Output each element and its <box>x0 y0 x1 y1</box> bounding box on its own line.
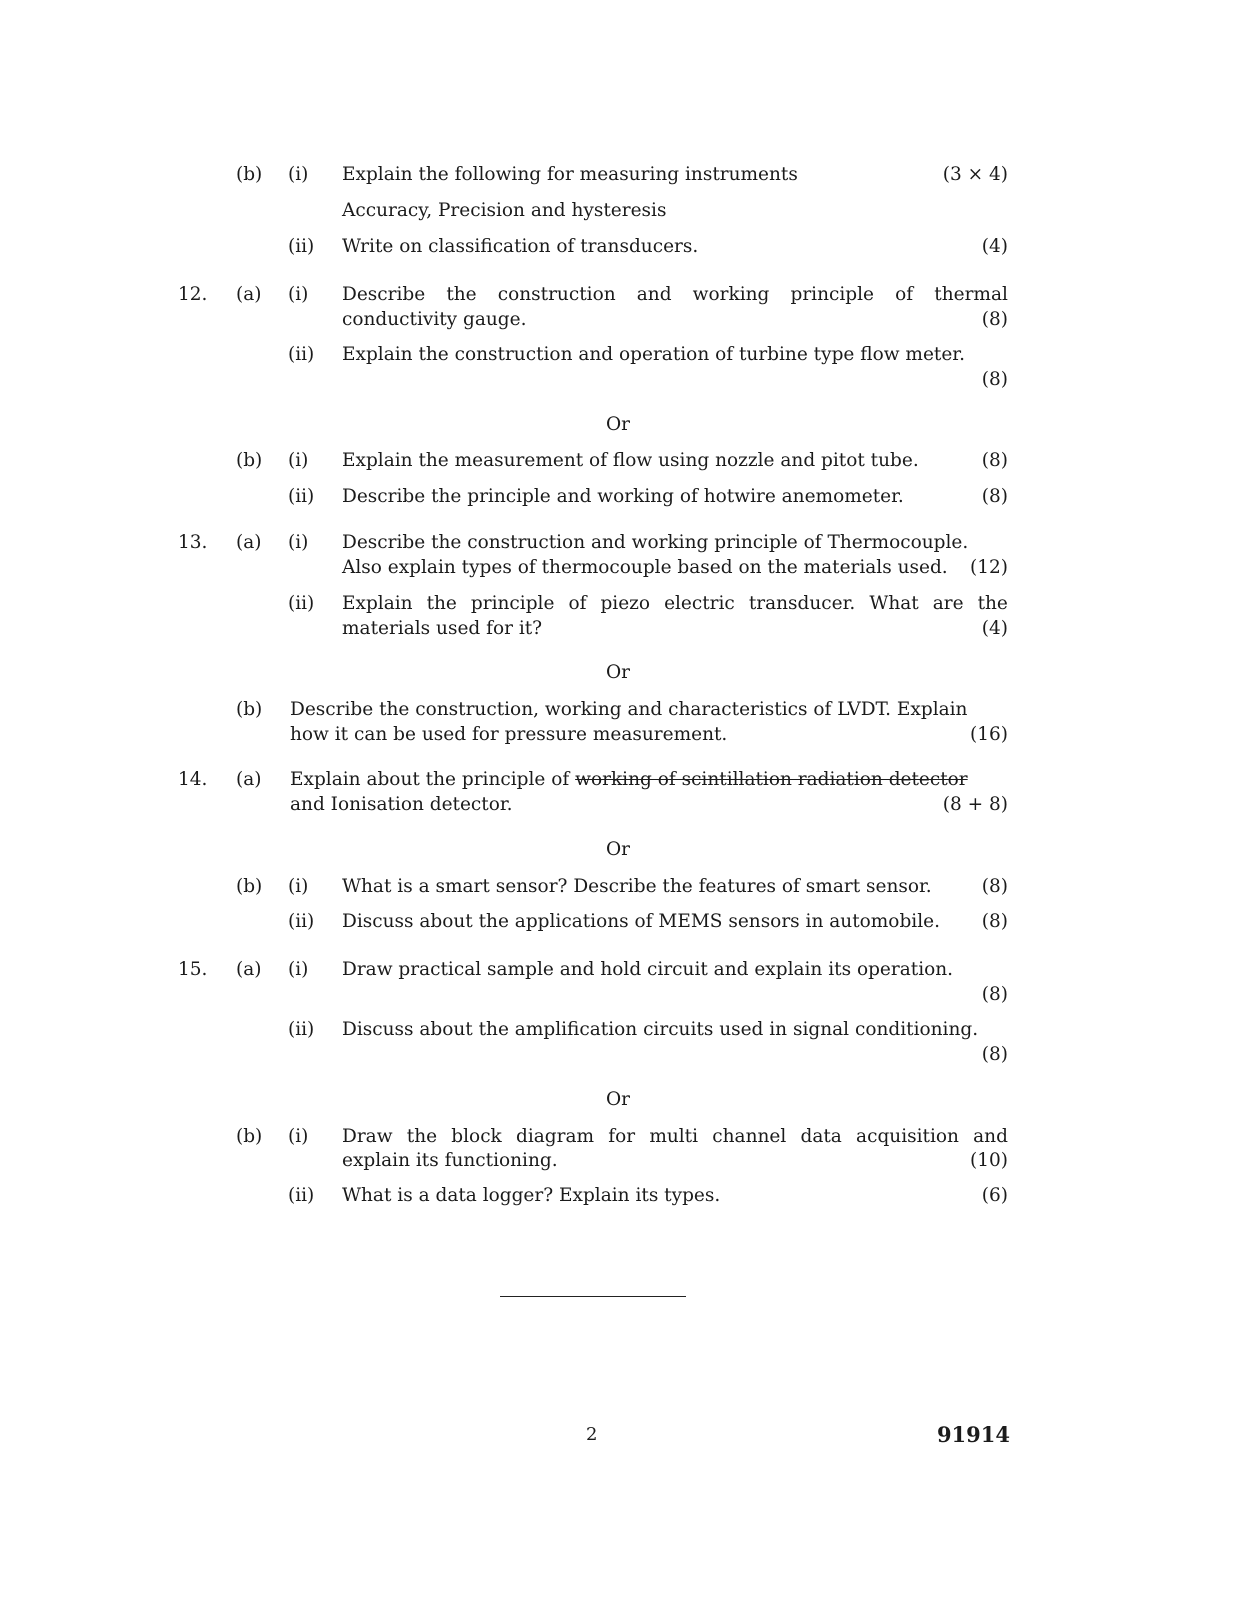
struck-text: working of scintillation radiation detector <box>575 769 968 790</box>
part-label: (a) <box>236 959 262 980</box>
marks: (8) <box>981 984 1008 1005</box>
marks: (12) <box>970 557 1008 578</box>
or-separator: Or <box>605 662 630 683</box>
q13a-ii-line2 <box>0 616 1236 642</box>
marks: (8) <box>981 450 1008 471</box>
question-text: Write on classification of transducers. <box>342 236 699 257</box>
word: acquisition <box>856 1126 959 1147</box>
question-text: and Ionisation detector. <box>290 794 513 815</box>
word: diagram <box>515 1126 595 1147</box>
word: and <box>636 284 672 305</box>
q15a-i-line1 <box>0 957 1236 983</box>
question-text: Discuss about the amplification circuits used in signal conditioning. <box>342 1019 979 1040</box>
q11b-i-line2 <box>0 198 1236 224</box>
q11b-ii <box>0 234 1236 260</box>
marks: (16) <box>970 724 1008 745</box>
word: are <box>932 593 964 614</box>
word: electric <box>664 593 735 614</box>
marks: (4) <box>981 236 1008 257</box>
subpart-label: (ii) <box>288 344 315 365</box>
subpart-label: (i) <box>288 164 309 185</box>
word: for <box>608 1126 636 1147</box>
or-separator: Or <box>605 414 630 435</box>
subpart-label: (ii) <box>288 236 315 257</box>
q12a-i-line2 <box>0 307 1236 333</box>
question-text: Describe the construction and working principle of Thermocouple. <box>342 532 969 553</box>
question-text: Describe the principle and working of hotwire anemometer. <box>342 486 904 507</box>
word: block <box>451 1126 502 1147</box>
word: Draw <box>342 1126 393 1147</box>
part-label: (b) <box>236 699 263 720</box>
marks: (8 + 8) <box>942 794 1008 815</box>
question-text: Describe the construction, working and characteristics of LVDT. Explain <box>290 699 968 720</box>
marks: (8) <box>981 486 1008 507</box>
subpart-label: (ii) <box>288 1019 315 1040</box>
question-text: explain its functioning. <box>342 1150 558 1171</box>
part-label: (a) <box>236 284 262 305</box>
question-text: What is a smart sensor? Describe the features of smart sensor. <box>342 876 932 897</box>
word: the <box>406 1126 438 1147</box>
q13a-ii-line1 <box>0 591 1236 617</box>
subpart-label: (ii) <box>288 486 315 507</box>
word: data <box>800 1126 842 1147</box>
marks: (4) <box>981 618 1008 639</box>
or-separator: Or <box>605 1089 630 1110</box>
question-text: Explain the measurement of flow using nozzle and pitot tube. <box>342 450 919 471</box>
question-number: 15. <box>178 959 208 980</box>
question-number: 12. <box>178 284 208 305</box>
page-number: 2 <box>586 1424 598 1445</box>
question-text <box>290 767 968 793</box>
q15a-i-marks <box>0 982 1236 1008</box>
word: What <box>869 593 919 614</box>
paper-code: 91914 <box>936 1422 1010 1447</box>
word: piezo <box>600 593 651 614</box>
word: thermal <box>934 284 1008 305</box>
word: working <box>692 284 770 305</box>
word: principle <box>790 284 875 305</box>
q15-or <box>0 1087 1236 1113</box>
q15b-i-line1 <box>0 1124 1236 1150</box>
word: construction <box>497 284 616 305</box>
q14-or <box>0 837 1236 863</box>
q15b-ii <box>0 1183 1236 1209</box>
q12a-ii-marks <box>0 367 1236 393</box>
q15a-ii-line1 <box>0 1017 1236 1043</box>
question-text: Explain the construction and operation of turbine type flow meter. <box>342 344 965 365</box>
marks: (8) <box>981 369 1008 390</box>
subpart-label: (i) <box>288 532 309 553</box>
part-label: (a) <box>236 769 262 790</box>
q14a-line2 <box>0 792 1236 818</box>
question-number: 13. <box>178 532 208 553</box>
word: the <box>977 593 1008 614</box>
q12b-ii <box>0 484 1236 510</box>
q12a-i-line1 <box>0 282 1236 308</box>
word: Explain <box>342 593 413 614</box>
marks: (8) <box>981 876 1008 897</box>
marks: (3 × 4) <box>942 164 1008 185</box>
part-label: (b) <box>236 164 263 185</box>
word: channel <box>712 1126 787 1147</box>
marks: (8) <box>981 309 1008 330</box>
q15a-ii-marks <box>0 1042 1236 1068</box>
part-label: (b) <box>236 450 263 471</box>
question-text: Discuss about the applications of MEMS sensors in automobile. <box>342 911 940 932</box>
q13b-line1 <box>0 697 1236 723</box>
q13-or <box>0 660 1236 686</box>
question-text-justified <box>342 591 1008 617</box>
question-text: Explain the following for measuring instruments <box>342 164 798 185</box>
q13a-i-line2 <box>0 555 1236 581</box>
question-text: What is a data logger? Explain its types. <box>342 1185 721 1206</box>
subpart-label: (i) <box>288 450 309 471</box>
question-text-part: Explain about the principle of <box>290 769 570 790</box>
q14b-i <box>0 874 1236 900</box>
word: of <box>895 284 914 305</box>
subpart-label: (i) <box>288 1126 309 1147</box>
question-text-justified <box>342 282 1008 308</box>
q15b-i-line2 <box>0 1148 1236 1174</box>
question-text-justified <box>342 1124 1008 1150</box>
word: the <box>426 593 457 614</box>
word: transducer. <box>748 593 856 614</box>
or-separator: Or <box>605 839 630 860</box>
word: the <box>446 284 477 305</box>
subpart-label: (i) <box>288 876 309 897</box>
word: principle <box>470 593 555 614</box>
marks: (8) <box>981 1044 1008 1065</box>
q13b-line2 <box>0 722 1236 748</box>
question-text: how it can be used for pressure measurement. <box>290 724 728 745</box>
word: and <box>973 1126 1008 1147</box>
word: of <box>568 593 587 614</box>
part-label: (b) <box>236 876 263 897</box>
end-rule <box>500 1296 686 1297</box>
subpart-label: (ii) <box>288 1185 315 1206</box>
q12a-ii-line1 <box>0 342 1236 368</box>
q14a-line1 <box>0 767 1236 793</box>
subpart-label: (i) <box>288 284 309 305</box>
question-text: Accuracy, Precision and hysteresis <box>342 200 667 221</box>
question-text: Also explain types of thermocouple based on the materials used. <box>342 557 948 578</box>
q14b-ii <box>0 909 1236 935</box>
q11b-i-line1 <box>0 162 1236 188</box>
q12-or <box>0 412 1236 438</box>
marks: (8) <box>981 911 1008 932</box>
q12b-i <box>0 448 1236 474</box>
word: multi <box>649 1126 699 1147</box>
question-text: materials used for it? <box>342 618 543 639</box>
subpart-label: (i) <box>288 959 309 980</box>
marks: (6) <box>981 1185 1008 1206</box>
part-label: (b) <box>236 1126 263 1147</box>
subpart-label: (ii) <box>288 593 315 614</box>
question-text: conductivity gauge. <box>342 309 527 330</box>
subpart-label: (ii) <box>288 911 315 932</box>
question-number: 14. <box>178 769 208 790</box>
part-label: (a) <box>236 532 262 553</box>
word: Describe <box>342 284 426 305</box>
marks: (10) <box>970 1150 1008 1171</box>
question-text: Draw practical sample and hold circuit and explain its operation. <box>342 959 954 980</box>
q13a-i-line1 <box>0 530 1236 556</box>
